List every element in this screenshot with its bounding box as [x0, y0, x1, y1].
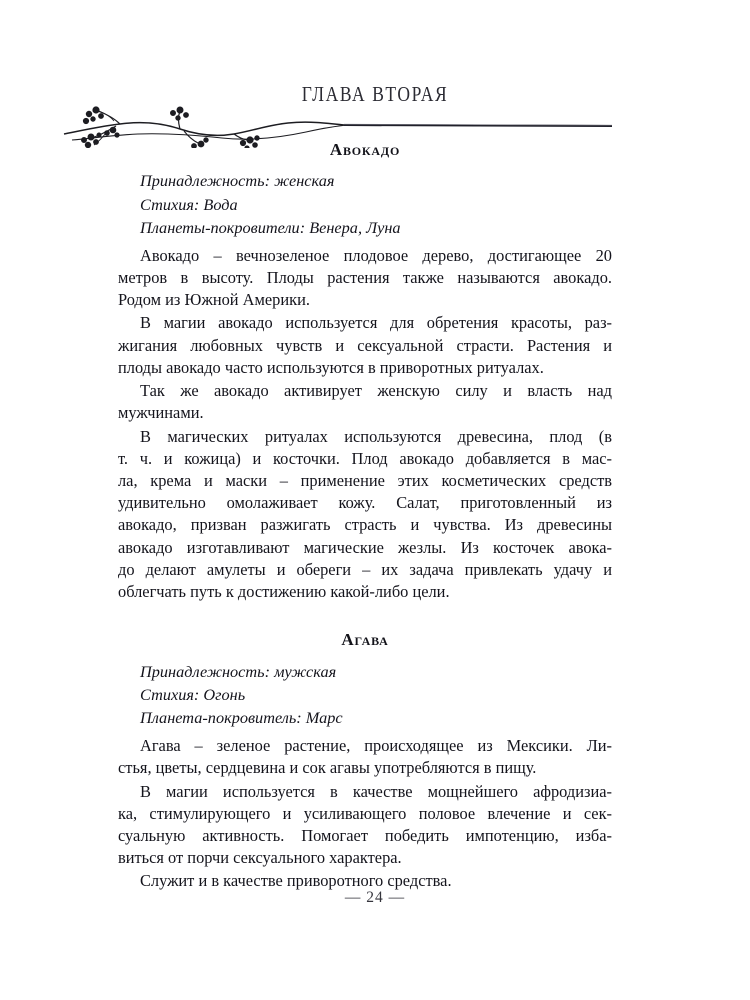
attr-affiliation-avokado: Принадлежность: женская	[140, 171, 335, 191]
line: плоды авокадо часто используются в приворотных ритуалах.	[118, 357, 544, 377]
attr-element-agava: Стихия: Огонь	[140, 684, 246, 704]
attr-affiliation-agava: Принадлежность: мужская	[140, 661, 337, 681]
text-column	[118, 140, 612, 893]
attr-element-avokado: Стихия: Вода	[140, 194, 238, 214]
chapter-title: ГЛАВА ВТОРАЯ	[301, 82, 449, 106]
line: Так же авокадо активирует женскую силу и власть над	[140, 381, 612, 401]
entry-title-avokado: Авокадо	[329, 140, 401, 159]
line: авокадо изготавливают магические жезлы. Из косточек авока-	[118, 537, 612, 557]
line: Родом из Южной Америки.	[118, 290, 310, 310]
paragraph	[118, 735, 612, 779]
line: облегчать путь к достижению какой-либо цели.	[118, 582, 450, 602]
line: метров в высоту. Плоды растения также называются авокадо.	[118, 268, 612, 288]
line: В магических ритуалах используются древесина, плод (в	[140, 426, 612, 446]
line: стья, цветы, сердцевина и сок агавы употребляются в пищу.	[118, 758, 537, 778]
line: т. ч. и кожица) и косточки. Плод авокадо добавляется в мас-	[118, 448, 612, 468]
paragraph	[118, 781, 612, 870]
line: удивительно омолаживает кожу. Салат, приготовленный из	[118, 493, 612, 513]
line: Авокадо – вечнозеленое плодовое дерево, достигающее 20	[140, 245, 612, 265]
line: Служит и в качестве приворотного средства.	[140, 871, 452, 891]
line: ла, крема и маски – применение этих косметических средств	[118, 471, 612, 490]
line: виться от порчи сексуального характера.	[118, 848, 402, 868]
page-number-label: — 24 —	[344, 889, 406, 906]
page-number	[0, 889, 750, 907]
paragraph	[118, 426, 612, 604]
attr-planet-agava: Планета-покровитель: Марс	[140, 707, 343, 727]
line: В магии используется в качестве мощнейшего афродизиа-	[140, 781, 612, 801]
line: суальную активность. Помогает победить импотенцию, изба-	[118, 826, 612, 845]
line: до делают амулеты и обереги – их задача привлекать удачу и	[118, 559, 612, 579]
paragraph	[118, 312, 612, 379]
line: жигания любовных чувств и сексуальной страсти. Растения и	[118, 335, 612, 355]
line: авокадо, призван разжигать страсть и чувства. Из древесины	[118, 515, 612, 535]
paragraph	[118, 245, 612, 312]
line: Агава – зеленое растение, происходящее из Мексики. Ли-	[140, 736, 612, 756]
entry-title-agava: Агава	[341, 630, 389, 650]
line: мужчинами.	[118, 403, 204, 423]
attr-planets-avokado: Планеты-покровители: Венера, Луна	[140, 217, 401, 237]
line: ка, стимулирующего и усиливающего половое влечение и сек-	[118, 803, 612, 823]
paragraph	[118, 380, 612, 424]
line: В магии авокадо используется для обретения красоты, раз-	[140, 313, 612, 333]
